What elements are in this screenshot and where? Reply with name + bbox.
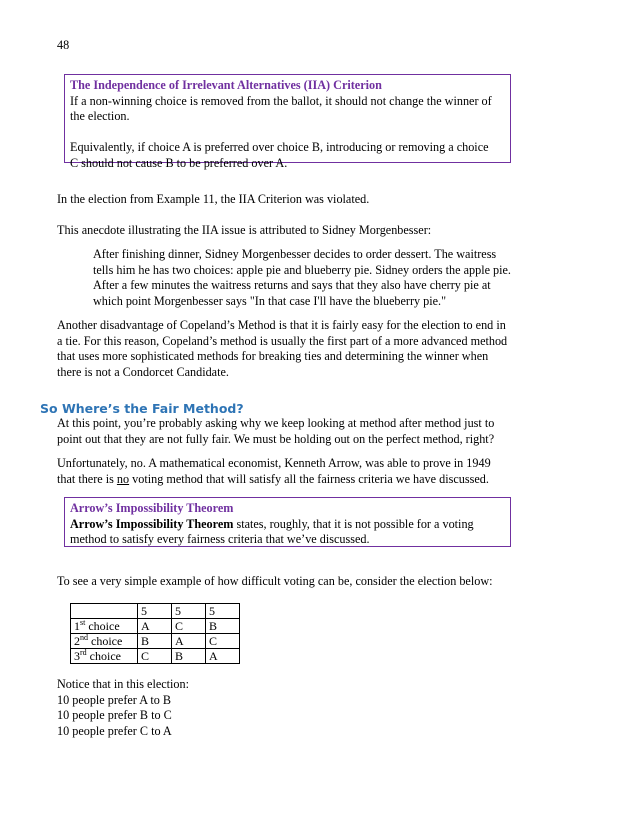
notice-line: 10 people prefer A to B — [57, 692, 172, 707]
quote-line: After a few minutes the waitress returns and says that they also have cherry pie at — [93, 278, 491, 292]
fair-line: point out that they are not fully fair. We must be holding out on the perfect method, right? — [57, 431, 495, 446]
page-number: 48 — [57, 38, 70, 52]
arrow-line — [57, 472, 491, 488]
iia-box-title: The Independence of Irrelevant Alternatives (IIA) Criterion — [70, 78, 382, 92]
row-label: 2nd choice — [71, 634, 138, 649]
table-header-cell — [71, 604, 138, 619]
table-cell: C — [172, 619, 206, 634]
underlined-no: no — [116, 471, 130, 486]
table-header-cell: 5 — [172, 604, 206, 619]
notice-line: 10 people prefer C to A — [57, 723, 172, 738]
copeland-line: Another disadvantage of Copeland’s Method is that it is fairly easy for the election to end in — [57, 318, 506, 332]
table-cell: A — [172, 634, 206, 649]
morgenbesser-quote — [93, 247, 511, 309]
table-header-cell: 5 — [138, 604, 172, 619]
paragraph-example-11: In the election from Example 11, the IIA Criterion was violated. — [57, 192, 370, 206]
section-heading: So Where’s the Fair Method? — [40, 401, 244, 416]
copeland-line: that uses more sophisticated methods for breaking ties and determining the winner when — [57, 349, 489, 363]
iia-box-line: the election. — [70, 109, 130, 123]
iia-box-line: If a non-winning choice is removed from the ballot, it should not change the winner of — [70, 93, 492, 108]
notice-line: Notice that in this election: — [57, 677, 189, 691]
paragraph-copeland — [57, 318, 507, 380]
arrow-box-line — [70, 517, 510, 533]
iia-criterion-box — [64, 74, 511, 170]
paragraph-arrow — [57, 456, 491, 487]
paragraph-example-intro: To see a very simple example of how difficult voting can be, consider the election below: — [57, 574, 493, 588]
row-label: 3rd choice — [71, 649, 138, 664]
row-label: 1st choice — [71, 619, 138, 634]
table-cell: A — [138, 619, 172, 634]
arrow-theorem-box — [64, 497, 511, 547]
arrow-box-title: Arrow’s Impossibility Theorem — [70, 501, 234, 515]
iia-box-line: C should not cause B to be preferred over A. — [70, 155, 288, 170]
table-header-cell: 5 — [206, 604, 240, 619]
arrow-box-line: method to satisfy every fairness criteria that we’ve discussed. — [70, 532, 370, 546]
table-header-row — [71, 604, 240, 619]
vote-table — [70, 603, 240, 664]
paragraph-fair-method — [57, 416, 494, 447]
quote-line: tells him he has two choices: apple pie and blueberry pie. Sidney orders the apple pie. — [93, 262, 511, 277]
arrow-line-text: voting method that will satisfy all the fairness criteria we have discussed. — [129, 471, 489, 486]
table-cell: C — [138, 649, 172, 664]
arrow-line-text: that there is — [57, 471, 117, 486]
table-cell: B — [138, 634, 172, 649]
table-row — [71, 619, 240, 634]
table-cell: C — [206, 634, 240, 649]
arrow-box-text: states, roughly, that it is not possible for a voting — [233, 516, 474, 531]
notice-line: 10 people prefer B to C — [57, 708, 172, 722]
notice-list — [57, 677, 189, 739]
arrow-box-bold-lead: Arrow’s Impossibility Theorem — [70, 516, 234, 531]
quote-line: After finishing dinner, Sidney Morgenbesser decides to order dessert. The waitress — [93, 247, 497, 261]
table-row — [71, 649, 240, 664]
paragraph-anecdote-intro: This anecdote illustrating the IIA issue is attributed to Sidney Morgenbesser: — [57, 223, 432, 237]
quote-line: which point Morgenbesser says "In that case I'll have the blueberry pie." — [93, 293, 447, 308]
copeland-line: a tie. For this reason, Copeland’s method is usually the first part of a more advanced method — [57, 333, 508, 348]
iia-box-line: Equivalently, if choice A is preferred over choice B, introducing or removing a choice — [70, 140, 489, 154]
table-cell: B — [172, 649, 206, 664]
table-cell: A — [206, 649, 240, 664]
table-cell: B — [206, 619, 240, 634]
fair-line: At this point, you’re probably asking why we keep looking at method after method just to — [57, 416, 495, 430]
copeland-line: there is not a Condorcet Candidate. — [57, 364, 229, 379]
table-row — [71, 634, 240, 649]
arrow-line: Unfortunately, no. A mathematical economist, Kenneth Arrow, was able to prove in 1949 — [57, 456, 491, 470]
